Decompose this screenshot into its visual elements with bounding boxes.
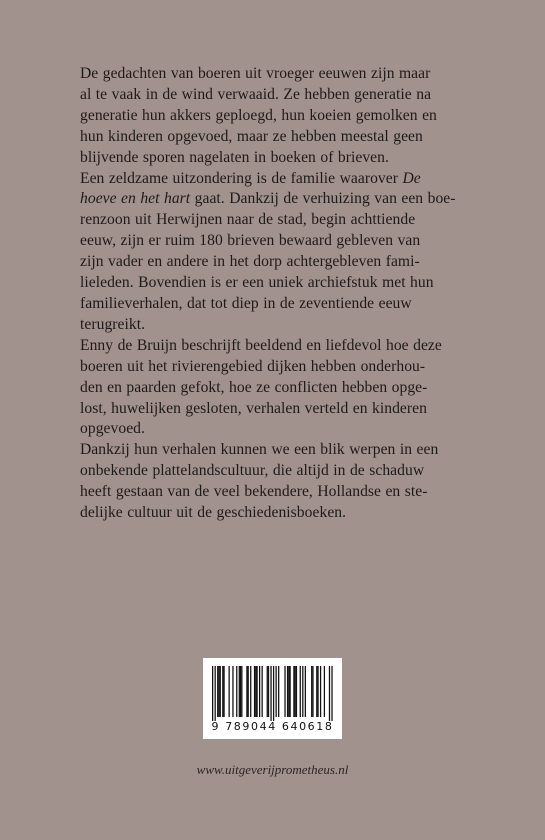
- barcode-bar: [218, 666, 219, 717]
- text-line: familieverhalen, dat tot diep in de zeventiende eeuw: [80, 294, 412, 312]
- barcode-bar: [236, 666, 237, 717]
- text-line: heeft gestaan van de veel bekendere, Hollandse en ste-: [80, 483, 428, 501]
- barcode-bar: [240, 666, 241, 717]
- barcode-bar: [217, 666, 218, 717]
- text-line: boeren uit het rivierengebied dijken hebben onderhou-: [80, 357, 426, 375]
- barcode-bar: [305, 666, 306, 717]
- barcode-bar: [317, 666, 318, 717]
- text-line: opgevoed.: [80, 420, 145, 438]
- back-cover-blurb: [80, 64, 468, 524]
- paragraph-1: [80, 64, 468, 169]
- barcode-bar: [220, 666, 221, 717]
- book-title-italic: hoeve en het hart: [80, 190, 191, 208]
- barcode-bar: [259, 666, 260, 717]
- barcode-bar: [239, 666, 240, 717]
- barcode-bar: [229, 666, 230, 717]
- barcode-bar: [320, 666, 321, 717]
- barcode-bar: [255, 666, 256, 717]
- barcode-bar: [241, 666, 242, 717]
- barcode-bar: [293, 666, 294, 717]
- barcode-bar: [215, 666, 216, 721]
- barcode-bar: [262, 666, 263, 717]
- barcode-bar: [311, 666, 312, 717]
- barcode-bar: [296, 666, 297, 717]
- barcode-bar: [232, 666, 233, 717]
- text-line: delijke cultuur uit de geschiedenisboeken.: [80, 504, 347, 522]
- barcode-bar: [212, 666, 213, 721]
- barcode-bar: [246, 666, 247, 717]
- barcode-bar: [273, 666, 274, 721]
- isbn-barcode: [203, 658, 342, 739]
- barcode-bar: [331, 666, 332, 721]
- text-line: zijn vader en andere in het dorp achtergebleven fami-: [80, 253, 420, 271]
- barcode-bar: [295, 666, 296, 717]
- barcode-bar: [300, 666, 301, 717]
- text-line: den en paarden gefokt, hoe ze conflicten hebben opge-: [80, 378, 428, 396]
- barcode-bar: [316, 666, 317, 717]
- barcode-bar: [223, 666, 224, 717]
- publisher-website: www.uitgeverijprometheus.nl: [196, 762, 349, 777]
- barcode-bar: [256, 666, 257, 717]
- text-line: Dankzij hun verhalen kunnen we een blik werpen in een: [80, 441, 439, 459]
- barcode-bar: [248, 666, 249, 717]
- barcode-bar: [302, 666, 303, 717]
- barcode-bar: [312, 666, 313, 717]
- paragraph-4: [80, 440, 468, 524]
- text-line: al te vaak in de wind verwaaid. Ze hebben generatie na: [80, 85, 432, 103]
- barcode-bar: [276, 666, 277, 717]
- paragraph-3: [80, 336, 468, 441]
- barcode-bar: [250, 666, 251, 717]
- barcode-bar: [267, 666, 268, 717]
- barcode-bar: [270, 666, 271, 721]
- paragraph-2: [80, 169, 468, 336]
- text-line: generatie hun akkers geploegd, hun koeien gemolken en: [80, 106, 437, 124]
- text-line: onbekende plattelandscultuur, die altijd in de schaduw: [80, 462, 425, 480]
- text-line: De gedachten van boeren uit vroeger eeuwen zijn maar: [80, 65, 431, 82]
- text-line: eeuw, zijn er ruim 180 brieven bewaard gebleven van: [80, 232, 421, 250]
- barcode-bar: [324, 666, 325, 717]
- text-line: hun kinderen opgevoed, maar ze hebben meestal geen: [80, 127, 423, 145]
- barcode-bar: [254, 666, 255, 717]
- book-title-italic: De: [402, 169, 421, 187]
- text-line: blijvende sporen nagelaten in boeken of brieven.: [80, 148, 389, 166]
- text-line: gaat. Dankzij de verhuizing van een boe-: [190, 190, 456, 208]
- barcode-number: 9 789044 640618: [211, 720, 334, 733]
- text-line: Een zeldzame uitzondering is de familie waarover: [80, 169, 403, 187]
- barcode-bar: [289, 666, 290, 717]
- barcode-bar: [288, 666, 289, 717]
- barcode-bar: [287, 666, 288, 717]
- text-line: lost, huwelijken gesloten, verhalen verteld en kinderen: [80, 399, 427, 417]
- text-line: lieleden. Bovendien is er een uniek archiefstuk met hun: [80, 274, 434, 292]
- barcode-bar: [278, 666, 279, 717]
- text-line: Enny de Bruijn beschrijft beeldend en liefdevol hoe deze: [80, 336, 442, 354]
- barcode-bar: [222, 666, 223, 717]
- text-line: renzoon uit Herwijnen naar de stad, begin achttiende: [80, 211, 416, 229]
- barcode-bar: [329, 666, 330, 721]
- text-line: terugreikt.: [80, 315, 146, 333]
- barcode-bar: [268, 666, 269, 717]
- barcode-bar: [284, 666, 285, 717]
